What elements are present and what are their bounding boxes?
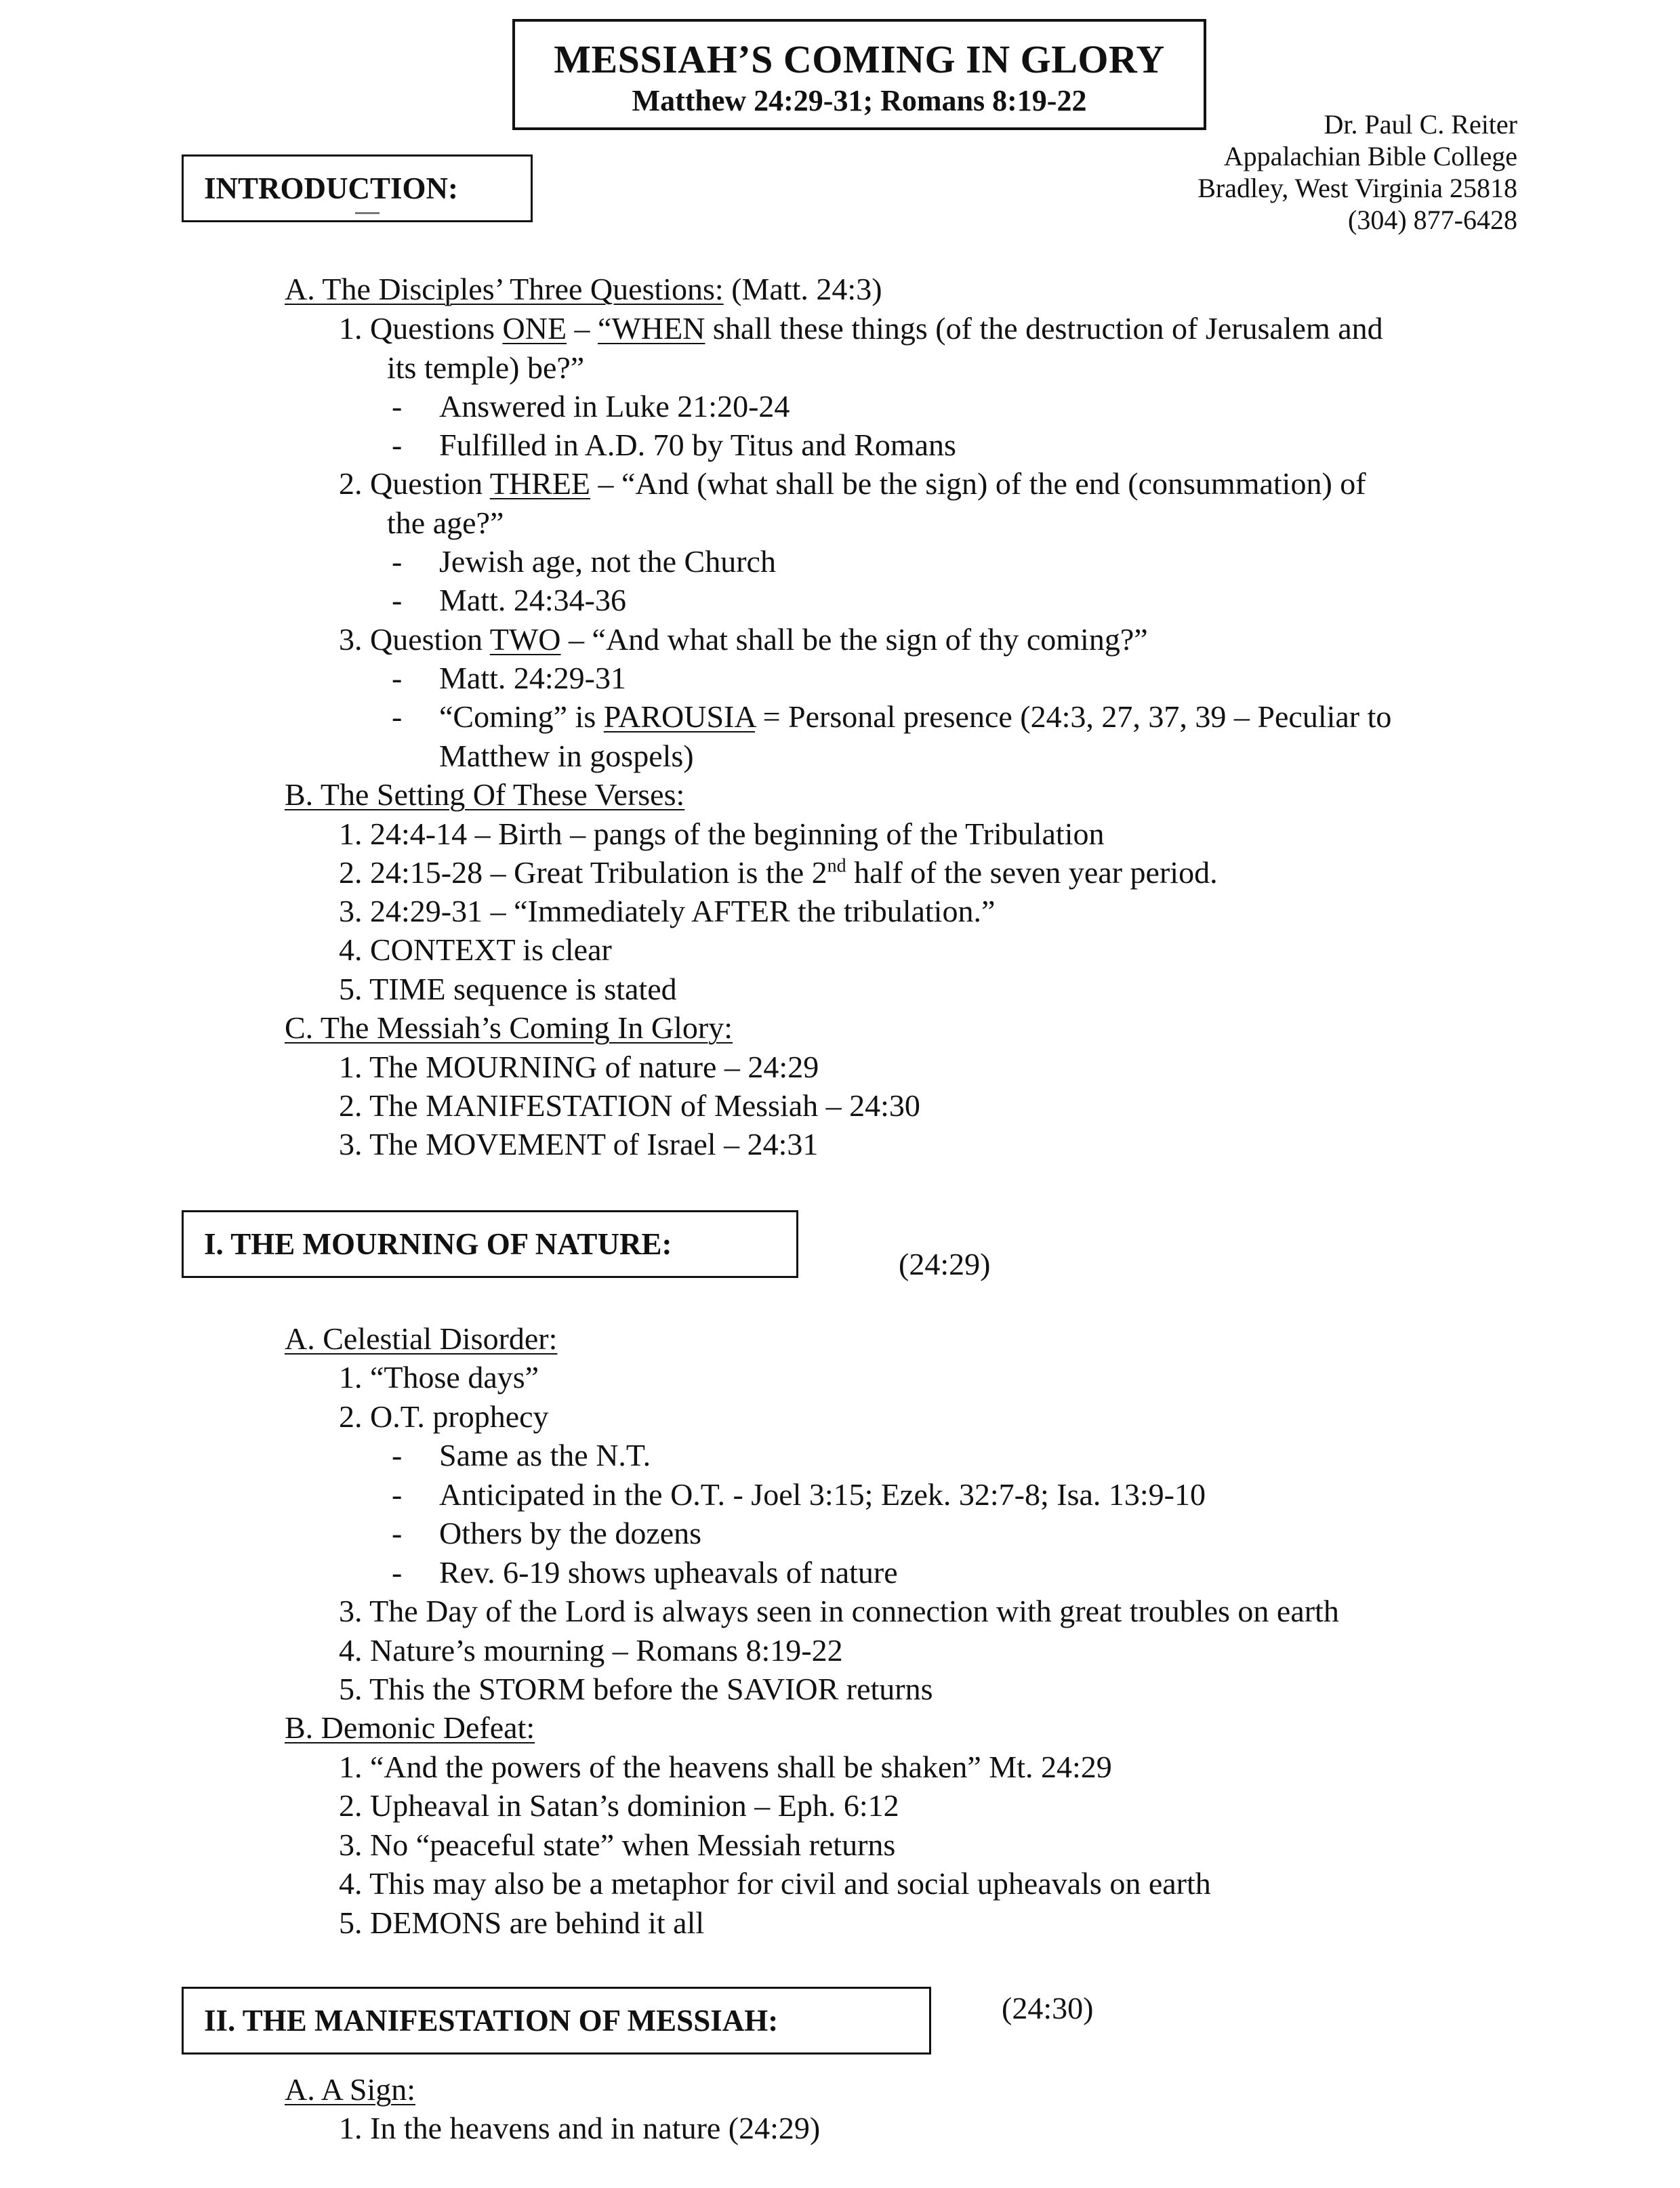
intro-b5: 5. TIME sequence is stated [339, 972, 677, 1006]
intro-c3: 3. The MOVEMENT of Israel – 24:31 [339, 1127, 819, 1161]
section-1-ref: (24:29) [899, 1247, 991, 1281]
intro-q2-cont: the age?” [387, 505, 504, 540]
intro-q2-d2: Matt. 24:34-36 [439, 583, 626, 617]
intro-q3-d2-cont: Matthew in gospels) [439, 739, 694, 773]
section-1-a2-d2: Anticipated in the O.T. - Joel 3:15; Ezek. 32:7-8; Isa. 13:9-10 [439, 1477, 1206, 1512]
dash: - [392, 1555, 403, 1590]
intro-b4: 4. CONTEXT is clear [339, 932, 612, 967]
author-phone: (304) 877-6428 [1348, 205, 1517, 235]
intro-q3-d1: Matt. 24:29-31 [439, 661, 626, 695]
section-2-heading [182, 1987, 931, 2055]
intro-b2: 2. 24:15-28 – Great Tribulation is the 2nd half of the seven year period. [339, 855, 1218, 890]
document-title: MESSIAH’S COMING IN GLORY [554, 37, 1165, 81]
pen-mark [355, 212, 380, 214]
author-city: Bradley, West Virginia 25818 [1197, 173, 1517, 203]
section-1-a2-d4: Rev. 6-19 shows upheavals of nature [439, 1555, 898, 1590]
section-1-b3: 3. No “peaceful state” when Messiah returns [339, 1828, 896, 1862]
section-1-a2-d1: Same as the N.T. [439, 1438, 651, 1472]
intro-c2: 2. The MANIFESTATION of Messiah – 24:30 [339, 1088, 920, 1123]
author-block [1197, 108, 1517, 236]
dash: - [392, 1516, 403, 1550]
section-2-a-heading: A. A Sign: [285, 2072, 416, 2107]
intro-q1-d1: Answered in Luke 21:20-24 [439, 389, 790, 424]
intro-b3: 3. 24:29-31 – “Immediately AFTER the tribulation.” [339, 894, 996, 928]
introduction-heading-text: INTRODUCTION: [204, 171, 459, 205]
document-subtitle: Matthew 24:29-31; Romans 8:19-22 [632, 84, 1087, 117]
section-1-b2: 2. Upheaval in Satan’s dominion – Eph. 6:12 [339, 1788, 899, 1823]
section-1-heading [182, 1210, 798, 1278]
dash: - [392, 583, 403, 617]
section-2-heading-text: II. THE MANIFESTATION OF MESSIAH: [204, 2004, 779, 2038]
intro-q2: 2. Question THREE – “And (what shall be the sign) of the end (consummation) of [339, 466, 1366, 501]
section-1-b1: 1. “And the powers of the heavens shall be shaken” Mt. 24:29 [339, 1750, 1112, 1784]
dash: - [392, 661, 403, 695]
intro-q1: 1. Questions ONE – “WHEN shall these things (of the destruction of Jerusalem and [339, 311, 1383, 346]
section-1-a1: 1. “Those days” [339, 1360, 539, 1395]
section-1-a2: 2. O.T. prophecy [339, 1399, 549, 1434]
author-org: Appalachian Bible College [1223, 141, 1517, 171]
section-1-a2-d3: Others by the dozens [439, 1516, 702, 1550]
intro-c1: 1. The MOURNING of nature – 24:29 [339, 1050, 819, 1084]
dash: - [392, 1477, 403, 1512]
section-1-b-heading: B. Demonic Defeat: [285, 1710, 535, 1745]
intro-b1: 1. 24:4-14 – Birth – pangs of the beginning of the Tribulation [339, 817, 1105, 851]
section-1-a5: 5. This the STORM before the SAVIOR returns [339, 1672, 933, 1706]
intro-q1-cont: its temple) be?” [387, 350, 585, 385]
dash: - [392, 389, 403, 424]
section-1-b5: 5. DEMONS are behind it all [339, 1905, 705, 1940]
intro-b-heading: B. The Setting Of These Verses: [285, 777, 685, 812]
section-2-ref: (24:30) [1002, 1991, 1094, 2025]
section-1-a4: 4. Nature’s mourning – Romans 8:19-22 [339, 1633, 843, 1668]
intro-a-heading: A. The Disciples’ Three Questions: (Matt. 24:3) [285, 272, 882, 306]
section-1-b4: 4. This may also be a metaphor for civil and social upheavals on earth [339, 1866, 1211, 1901]
title-box [512, 19, 1206, 130]
intro-q3-d2: “Coming” is PAROUSIA = Personal presence (24:3, 27, 37, 39 – Peculiar to [439, 699, 1392, 734]
intro-q3: 3. Question TWO – “And what shall be the sign of thy coming?” [339, 622, 1148, 657]
intro-c-heading: C. The Messiah’s Coming In Glory: [285, 1010, 733, 1045]
section-2-a1: 1. In the heavens and in nature (24:29) [339, 2111, 821, 2145]
author-name: Dr. Paul C. Reiter [1324, 109, 1517, 140]
dash: - [392, 699, 403, 734]
section-1-heading-text: I. THE MOURNING OF NATURE: [204, 1227, 672, 1261]
dash: - [392, 428, 403, 462]
section-1-a-heading: A. Celestial Disorder: [285, 1321, 558, 1356]
intro-q2-d1: Jewish age, not the Church [439, 544, 776, 579]
section-1-a3: 3. The Day of the Lord is always seen in connection with great troubles on earth [339, 1594, 1339, 1628]
intro-q1-d2: Fulfilled in A.D. 70 by Titus and Romans [439, 428, 956, 462]
dash: - [392, 1438, 403, 1472]
dash: - [392, 544, 403, 579]
